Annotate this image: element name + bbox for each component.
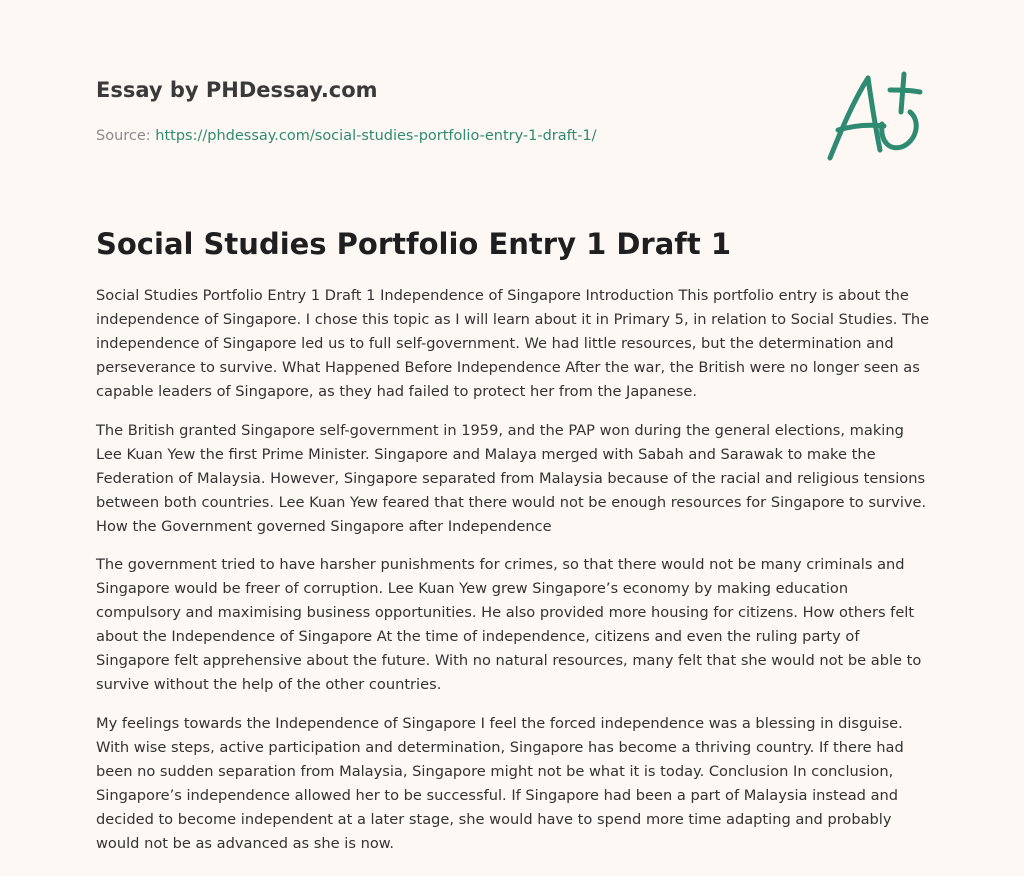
header <box>96 76 796 146</box>
article-paragraph: The government tried to have harsher punishments for crimes, so that there would not be many criminals and Singapore would be freer of corruption. Lee Kuan Yew grew Singapore’s economy by making education compulsory and maximising business opportunities. He also provided more housing for citizens. How others felt about the Independence of Singapore At the time of independence, citizens and even the ruling party of Singapore felt apprehensive about the future. With no natural resources, many felt that she would not be able to survive without the help of the other countries. <box>96 556 922 693</box>
source-line <box>96 126 796 146</box>
article-paragraph: The British granted Singapore self-government in 1959, and the PAP won during the general elections, making Lee Kuan Yew the first Prime Minister. Singapore and Malaya merged with Sabah and Sarawak to make the Federation of Malaysia. However, Singapore separated from Malaysia because of the racial and religious tensions between both countries. Lee Kuan Yew feared that there would not be enough resources for Singapore to survive. How the Government governed Singapore after Independence <box>96 421 927 535</box>
a-plus-logo-icon <box>820 66 930 166</box>
source-label: Source: <box>96 128 151 144</box>
article-paragraph: My feelings towards the Independence of Singapore I feel the forced independence was a blessing in disguise. With wise steps, active participation and determination, Singapore has become a thriving country. If there had been no sudden separation from Malaysia, Singapore might not be what it is today. Conclusion In conclusion, Singapore’s independence allowed her to be successful. If Singapore had been a part of Malaysia instead and decided to become independent at a later stage, she would have to spend more time adapting and probably would not be as advanced as she is now. <box>96 714 904 852</box>
source-link[interactable]: https://phdessay.com/social-studies-portfolio-entry-1-draft-1/ <box>155 128 597 144</box>
article-paragraph: Social Studies Portfolio Entry 1 Draft 1 Independence of Singapore Introduction This portfolio entry is about the independence of Singapore. I chose this topic as I will learn about it in Primary 5, in relation to Social Studies. The independence of Singapore led us to full self-government. We had little resources, but the determination and perseverance to survive. What Happened Before Independence After the war, the British were no longer seen as capable leaders of Singapore, as they had failed to protect her from the Japanese. <box>96 287 930 400</box>
article-title: Social Studies Portfolio Entry 1 Draft 1 <box>96 227 732 261</box>
site-brand: Essay by PHDessay.com <box>96 78 378 102</box>
article-body <box>96 284 930 870</box>
